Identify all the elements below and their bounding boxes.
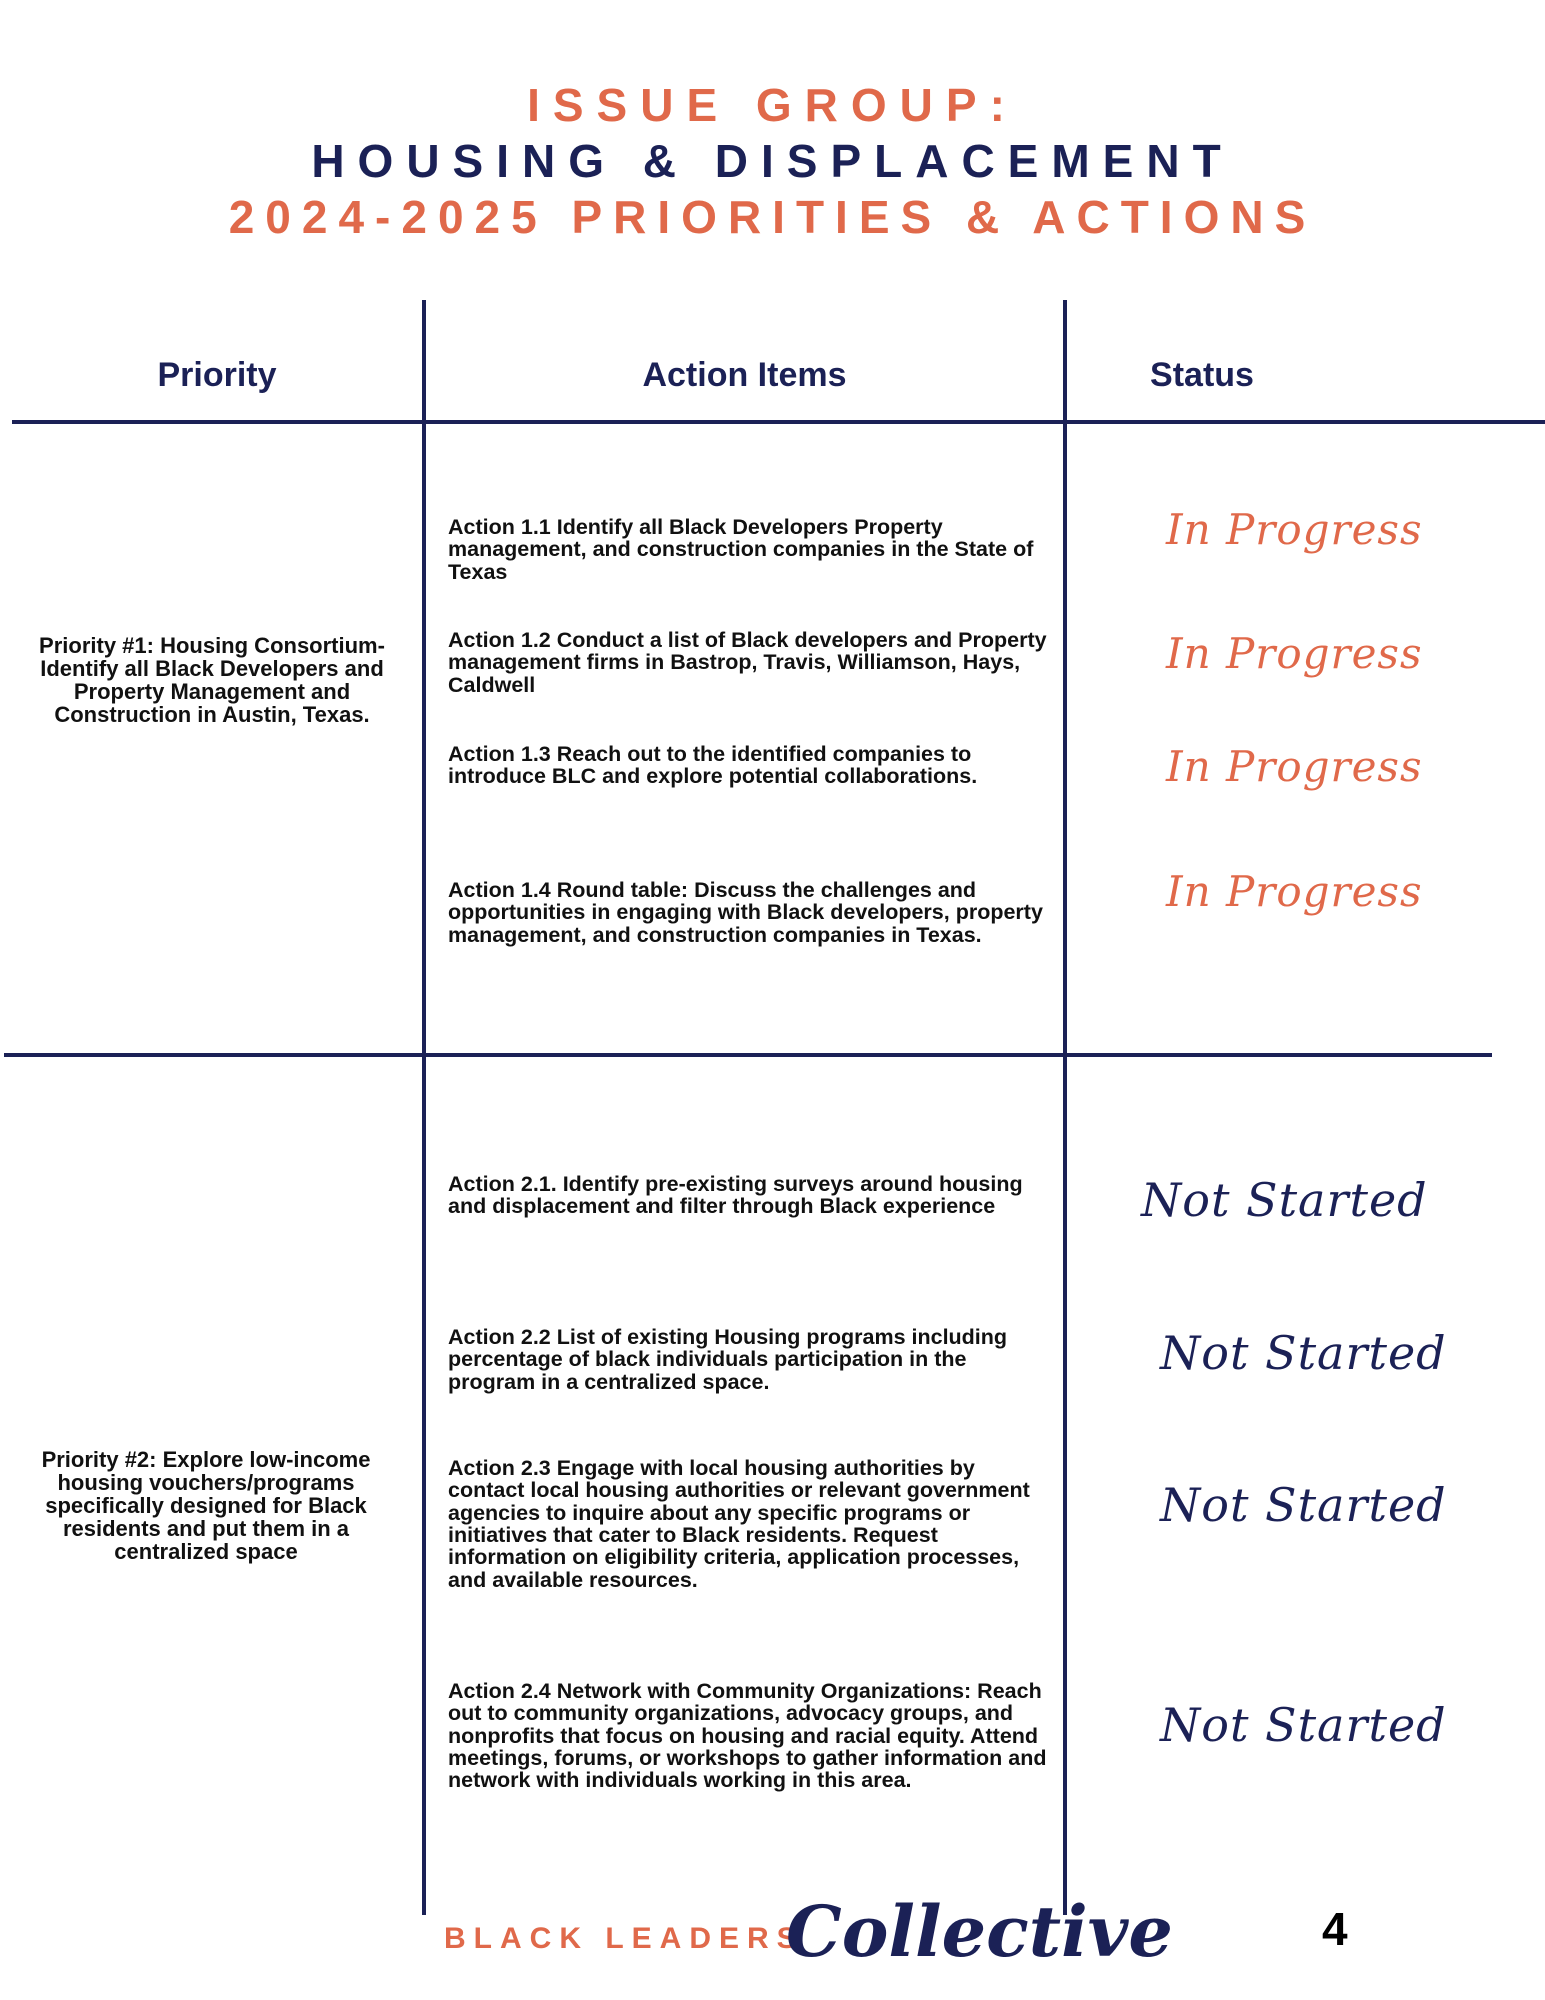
footer-brand-script: Collective	[786, 1890, 1173, 1973]
footer-brand-text: BLACK LEADERS	[444, 1922, 805, 1955]
status-1-3: In Progress	[1166, 742, 1423, 791]
action-1-1: Action 1.1 Identify all Black Developers Property management, and construction companies in the State of Texas	[448, 515, 1034, 584]
column-header-status: Status	[1150, 356, 1254, 394]
page-number: 4	[1322, 1903, 1348, 1955]
action-1-4: Action 1.4 Round table: Discuss the challenges and opportunities in engaging with Black developers, property management, and construction companies in Texas.	[448, 878, 1043, 947]
column-divider-right	[1063, 300, 1067, 1915]
title-housing-displacement: HOUSING & DISPLACEMENT	[311, 135, 1234, 187]
action-2-1: Action 2.1. Identify pre-existing surveys around housing and displacement and filter through Black experience	[448, 1172, 1023, 1219]
column-divider-left	[422, 300, 426, 1915]
action-2-2: Action 2.2 List of existing Housing programs including percentage of black individuals participation in the program in a centralized space.	[448, 1325, 1008, 1394]
priority-1-label: Priority #1: Housing Consortium- Identify all Black Developers and Property Management and Construction in Austin, Texas.	[39, 633, 385, 728]
column-header-action-items: Action Items	[642, 356, 847, 394]
status-2-3: Not Started	[1160, 1478, 1447, 1532]
title-issue-group: ISSUE GROUP:	[527, 79, 1018, 131]
priority-2-label: Priority #2: Explore low-income housing vouchers/programs specifically designed for Black residents and put them in a centralized space	[41, 1447, 371, 1565]
status-2-2: Not Started	[1160, 1326, 1447, 1380]
status-1-1: In Progress	[1166, 505, 1423, 554]
action-2-4: Action 2.4 Network with Community Organizations: Reach out to community organizations, advocacy groups, and nonprofits that focus on housing and racial equity. Attend meetings, forums, or workshops to gather information and network with individuals working in this area.	[448, 1679, 1047, 1793]
header-rule	[12, 420, 1545, 424]
action-2-3: Action 2.3 Engage with local housing authorities by contact local housing authorities or relevant government agencies to inquire about any specific programs or initiatives that cater to Black residents. Request information on eligibility criteria, application processes, and available resources.	[448, 1456, 1030, 1592]
action-1-2: Action 1.2 Conduct a list of Black developers and Property management firms in Bastrop, Travis, Williamson, Hays, Caldwell	[448, 628, 1047, 697]
status-2-1: Not Started	[1141, 1173, 1428, 1227]
action-1-3: Action 1.3 Reach out to the identified companies to introduce BLC and explore potential collaborations.	[448, 742, 978, 789]
title-priorities-actions: 2024-2025 PRIORITIES & ACTIONS	[228, 191, 1317, 243]
status-1-4: In Progress	[1166, 867, 1423, 916]
priority-divider-rule	[4, 1053, 1492, 1057]
status-1-2: In Progress	[1166, 629, 1423, 678]
column-header-priority: Priority	[157, 356, 277, 394]
status-2-4: Not Started	[1160, 1698, 1447, 1752]
